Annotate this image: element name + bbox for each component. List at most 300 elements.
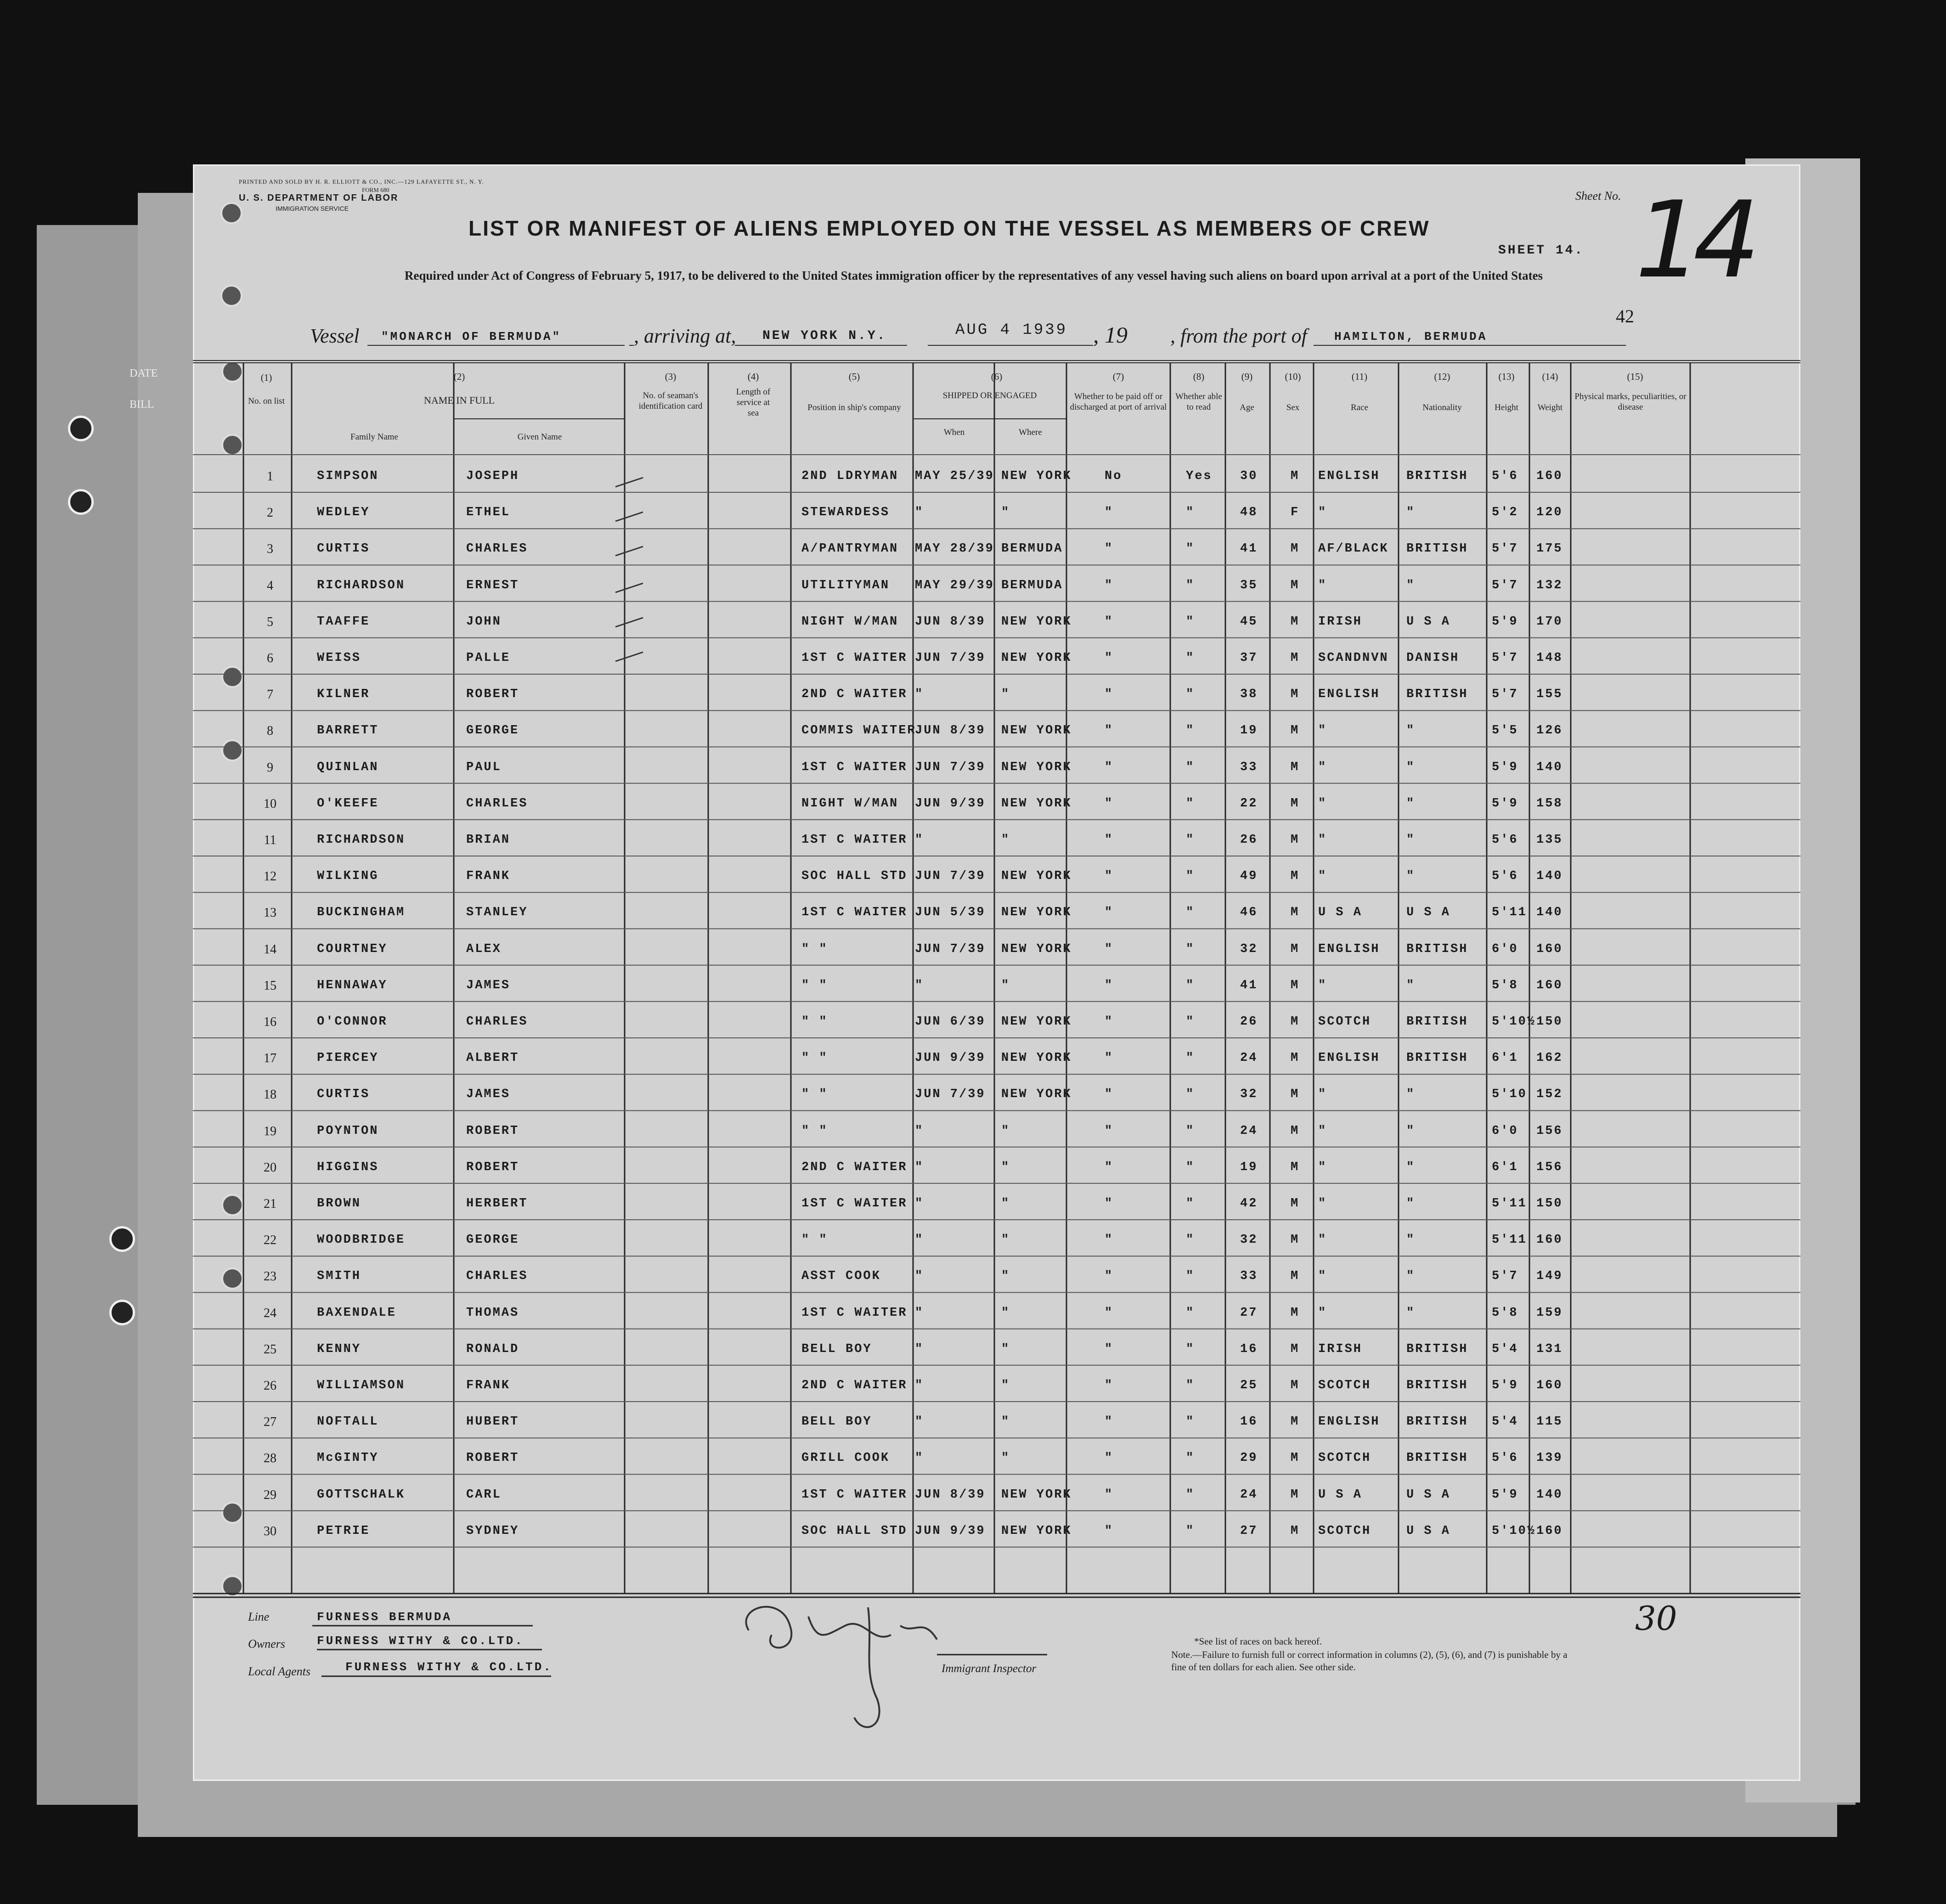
paid-off-cell: " xyxy=(1105,651,1114,665)
race-cell: U S A xyxy=(1318,906,1363,920)
table-row xyxy=(0,1515,1946,1552)
weight-cell: 140 xyxy=(1536,906,1563,920)
table-row xyxy=(0,933,1946,970)
table-row xyxy=(0,1333,1946,1370)
given-name-cell: CHARLES xyxy=(466,796,528,811)
row-number: 25 xyxy=(264,1342,276,1357)
paid-off-cell: " xyxy=(1105,1124,1114,1138)
race-cell: SCOTCH xyxy=(1318,1015,1371,1029)
position-cell: BELL BOY xyxy=(801,1415,872,1429)
paid-off-cell: " xyxy=(1105,724,1114,738)
shipped-when-cell: JUN 7/39 xyxy=(915,1087,986,1102)
race-cell: " xyxy=(1318,1197,1327,1211)
given-name-cell: GEORGE xyxy=(466,724,519,738)
race-cell: SCOTCH xyxy=(1318,1451,1371,1465)
shipped-when-cell: JUN 7/39 xyxy=(915,942,986,956)
given-name-cell: ROBERT xyxy=(466,687,519,702)
race-cell: " xyxy=(1318,506,1327,520)
able-to-read-cell: " xyxy=(1186,1197,1195,1211)
col-13-header: Height xyxy=(1495,403,1518,412)
age-cell: 33 xyxy=(1240,760,1258,774)
family-name-cell: QUINLAN xyxy=(317,760,379,774)
shipped-when-cell: " xyxy=(915,833,924,847)
height-cell: 5'6 xyxy=(1492,833,1518,847)
shipped-when-cell: JUN 8/39 xyxy=(915,614,986,629)
col-5-number: (5) xyxy=(848,371,860,382)
height-cell: 5'5 xyxy=(1492,724,1518,738)
sex-cell: M xyxy=(1291,1015,1300,1029)
able-to-read-cell: " xyxy=(1186,1451,1195,1465)
family-name-cell: O'CONNOR xyxy=(317,1015,388,1029)
row-number: 28 xyxy=(264,1451,276,1466)
table-row xyxy=(0,1006,1946,1042)
weight-cell: 170 xyxy=(1536,614,1563,629)
able-to-read-cell: " xyxy=(1186,1524,1195,1538)
paid-off-cell: " xyxy=(1105,1415,1114,1429)
col-14-header: Weight xyxy=(1537,403,1563,412)
given-name-cell: CHARLES xyxy=(466,1015,528,1029)
position-cell: NIGHT W/MAN xyxy=(801,614,899,629)
row-number: 18 xyxy=(264,1087,276,1102)
age-cell: 32 xyxy=(1240,1087,1258,1102)
service-label: IMMIGRATION SERVICE xyxy=(276,205,349,212)
given-name-cell: CHARLES xyxy=(466,1269,528,1284)
position-cell: 1ST C WAITER xyxy=(801,1306,908,1320)
age-cell: 25 xyxy=(1240,1379,1258,1392)
position-cell: " " xyxy=(801,978,828,992)
vessel-name: "MONARCH OF BERMUDA" xyxy=(381,330,562,344)
given-name-cell: PAUL xyxy=(466,760,502,774)
table-row xyxy=(0,642,1946,679)
family-name-cell: KILNER xyxy=(317,687,370,702)
arrival-port: NEW YORK N.Y. xyxy=(762,329,887,343)
height-cell: 5'9 xyxy=(1492,614,1518,629)
able-to-read-cell: " xyxy=(1186,578,1195,592)
table-row xyxy=(0,606,1946,642)
shipped-when-cell: JUN 8/39 xyxy=(915,1487,986,1502)
family-name-cell: BROWN xyxy=(317,1197,361,1211)
row-number: 1 xyxy=(267,469,273,484)
age-cell: 38 xyxy=(1240,687,1258,702)
position-cell: 1ST C WAITER xyxy=(801,760,908,774)
shipped-where-cell: " xyxy=(1001,1197,1010,1211)
weight-cell: 135 xyxy=(1536,833,1563,847)
sex-cell: M xyxy=(1291,978,1300,992)
row-number: 24 xyxy=(264,1306,276,1320)
col-10-number: (10) xyxy=(1285,371,1301,382)
family-name-cell: McGINTY xyxy=(317,1451,379,1465)
col-6-header: SHIPPED OR ENGAGED xyxy=(942,391,1037,400)
height-cell: 6'0 xyxy=(1492,1124,1518,1138)
given-name-cell: ERNEST xyxy=(466,578,519,592)
nationality-cell: BRITISH xyxy=(1406,1015,1468,1029)
family-name-cell: PETRIE xyxy=(317,1524,370,1538)
given-name-cell: PALLE xyxy=(466,651,511,665)
given-name-cell: THOMAS xyxy=(466,1306,519,1320)
paid-off-cell: " xyxy=(1105,869,1114,884)
height-cell: 5'7 xyxy=(1492,542,1518,556)
able-to-read-cell: " xyxy=(1186,942,1195,956)
nationality-cell: " xyxy=(1406,833,1416,847)
given-name-cell: GEORGE xyxy=(466,1233,519,1247)
sex-cell: M xyxy=(1291,1233,1300,1247)
table-row xyxy=(0,1078,1946,1115)
race-cell: IRISH xyxy=(1318,614,1363,629)
sex-cell: M xyxy=(1291,651,1300,665)
race-cell: " xyxy=(1318,724,1327,738)
row-number: 14 xyxy=(264,942,276,957)
paid-off-cell: " xyxy=(1105,1160,1114,1174)
shipped-where-cell: NEW YORK xyxy=(1001,1015,1072,1029)
given-name-cell: ROBERT xyxy=(466,1124,519,1138)
paid-off-cell: " xyxy=(1105,760,1114,774)
arriving-label: , arriving at, xyxy=(634,325,736,347)
weight-cell: 120 xyxy=(1536,506,1563,520)
race-cell: ENGLISH xyxy=(1318,1415,1380,1429)
sex-cell: M xyxy=(1291,869,1300,884)
col-2-number: (2) xyxy=(453,371,465,382)
shipped-when-cell: " xyxy=(915,1451,924,1465)
shipped-where-cell: " xyxy=(1001,1269,1010,1284)
family-name-cell: BAXENDALE xyxy=(317,1306,396,1320)
page-title: LIST OR MANIFEST OF ALIENS EMPLOYED ON THE VESSEL AS MEMBERS OF CREW xyxy=(468,216,1430,240)
able-to-read-cell: " xyxy=(1186,542,1195,556)
paid-off-cell: " xyxy=(1105,1269,1114,1284)
shipped-when-cell: JUN 9/39 xyxy=(915,1051,986,1065)
able-to-read-cell: " xyxy=(1186,1415,1195,1429)
col-15-header: Physical marks, peculiarities, or disease xyxy=(1574,392,1687,412)
weight-cell: 156 xyxy=(1536,1124,1563,1138)
sex-cell: M xyxy=(1291,1160,1300,1174)
paid-off-cell: " xyxy=(1105,1087,1114,1102)
family-name-cell: TAAFFE xyxy=(317,614,370,629)
able-to-read-cell: " xyxy=(1186,1233,1195,1247)
table-row xyxy=(0,569,1946,606)
col-2-given-header: Given Name xyxy=(517,432,562,442)
height-cell: 5'9 xyxy=(1492,796,1518,811)
race-cell: " xyxy=(1318,869,1327,884)
local-agents-label: Local Agents xyxy=(248,1665,311,1678)
race-cell: " xyxy=(1318,1160,1327,1174)
weight-cell: 115 xyxy=(1536,1415,1563,1429)
nationality-cell: " xyxy=(1406,760,1416,774)
shipped-where-cell: " xyxy=(1001,687,1010,702)
able-to-read-cell: " xyxy=(1186,1306,1195,1320)
age-cell: 19 xyxy=(1240,724,1258,738)
paid-off-cell: " xyxy=(1105,1487,1114,1502)
height-cell: 6'0 xyxy=(1492,942,1518,956)
table-row xyxy=(0,715,1946,751)
position-cell: 2ND C WAITER xyxy=(801,1160,908,1174)
row-number: 15 xyxy=(264,978,276,993)
arrival-date: AUG 4 1939 xyxy=(955,321,1068,339)
given-name-cell: ROBERT xyxy=(466,1451,519,1465)
able-to-read-cell: " xyxy=(1186,687,1195,702)
paid-off-cell: " xyxy=(1105,1015,1114,1029)
nationality-cell: BRITISH xyxy=(1406,1451,1468,1465)
family-name-cell: SIMPSON xyxy=(317,469,379,483)
position-cell: BELL BOY xyxy=(801,1342,872,1356)
sex-cell: M xyxy=(1291,578,1300,592)
age-cell: 24 xyxy=(1240,1487,1258,1502)
race-cell: " xyxy=(1318,760,1327,774)
shipped-where-cell: NEW YORK xyxy=(1001,1524,1072,1538)
paid-off-cell: " xyxy=(1105,978,1114,992)
given-name-cell: JOHN xyxy=(466,614,502,629)
local-agents-value: FURNESS WITHY & CO.LTD. xyxy=(345,1660,553,1674)
age-cell: 30 xyxy=(1240,469,1258,483)
shipped-where-cell: NEW YORK xyxy=(1001,760,1072,774)
shipped-where-cell: NEW YORK xyxy=(1001,942,1072,956)
weight-cell: 140 xyxy=(1536,760,1563,774)
family-name-cell: KENNY xyxy=(317,1342,361,1356)
height-cell: 5'8 xyxy=(1492,978,1518,992)
col-7-header: Whether to be paid off or discharged at port of arrival xyxy=(1070,392,1167,412)
paid-off-cell: " xyxy=(1105,1379,1114,1392)
weight-cell: 126 xyxy=(1536,724,1563,738)
position-cell: 2ND LDRYMAN xyxy=(801,469,899,483)
able-to-read-cell: " xyxy=(1186,833,1195,847)
position-cell: 1ST C WAITER xyxy=(801,651,908,665)
given-name-cell: CARL xyxy=(466,1487,502,1502)
col-6-when-header: When xyxy=(943,428,965,437)
age-cell: 33 xyxy=(1240,1269,1258,1284)
row-number: 26 xyxy=(264,1379,276,1393)
sheet-no-label: Sheet No. xyxy=(1575,189,1621,203)
table-row xyxy=(0,860,1946,897)
shipped-where-cell: " xyxy=(1001,1451,1010,1465)
shipped-when-cell: " xyxy=(915,1306,924,1320)
height-cell: 5'11 xyxy=(1492,906,1527,920)
year-label: , 19 xyxy=(1093,322,1128,348)
height-cell: 5'4 xyxy=(1492,1342,1518,1356)
table-row xyxy=(0,1042,1946,1079)
height-cell: 5'8 xyxy=(1492,1306,1518,1320)
col-11-number: (11) xyxy=(1351,371,1368,382)
race-cell: " xyxy=(1318,978,1327,992)
sex-cell: M xyxy=(1291,1087,1300,1102)
sex-cell: M xyxy=(1291,542,1300,556)
shipped-when-cell: " xyxy=(915,978,924,992)
table-row xyxy=(0,1442,1946,1479)
position-cell: NIGHT W/MAN xyxy=(801,796,899,811)
age-cell: 24 xyxy=(1240,1051,1258,1065)
table-row xyxy=(0,969,1946,1006)
given-name-cell: FRANK xyxy=(466,1379,511,1392)
nationality-cell: " xyxy=(1406,978,1416,992)
col-3-header: No. of seaman's identification card xyxy=(638,391,703,411)
age-cell: 27 xyxy=(1240,1524,1258,1538)
corner-number: 42 xyxy=(1616,306,1634,327)
family-name-cell: RICHARDSON xyxy=(317,833,406,847)
sex-cell: M xyxy=(1291,833,1300,847)
shipped-when-cell: " xyxy=(915,1379,924,1392)
position-cell: GRILL COOK xyxy=(801,1451,890,1465)
handwritten-sheet-number: 14 xyxy=(1635,179,1751,302)
col-9-number: (9) xyxy=(1241,371,1253,382)
family-name-cell: BARRETT xyxy=(317,724,379,738)
shipped-where-cell: NEW YORK xyxy=(1001,796,1072,811)
height-cell: 6'1 xyxy=(1492,1051,1518,1065)
shipped-where-cell: BERMUDA xyxy=(1001,542,1063,556)
from-port-label: , from the port of xyxy=(1170,325,1307,347)
races-note: *See list of races on back hereof. xyxy=(1194,1636,1322,1647)
table-row xyxy=(0,1297,1946,1334)
nationality-cell: BRITISH xyxy=(1406,1342,1468,1356)
nationality-cell: U S A xyxy=(1406,1524,1451,1538)
age-cell: 32 xyxy=(1240,1233,1258,1247)
paid-off-cell: " xyxy=(1105,942,1114,956)
family-name-cell: WOODBRIDGE xyxy=(317,1233,406,1247)
col-4-number: (4) xyxy=(747,371,759,382)
height-cell: 5'7 xyxy=(1492,651,1518,665)
race-cell: " xyxy=(1318,1124,1327,1138)
given-name-cell: STANLEY xyxy=(466,906,528,920)
shipped-where-cell: NEW YORK xyxy=(1001,1487,1072,1502)
col-13-number: (13) xyxy=(1498,371,1515,382)
race-cell: " xyxy=(1318,833,1327,847)
paid-off-cell: " xyxy=(1105,542,1114,556)
position-cell: UTILITYMAN xyxy=(801,578,890,592)
form-number: FORM 680 xyxy=(362,186,389,193)
able-to-read-cell: " xyxy=(1186,1124,1195,1138)
row-number: 3 xyxy=(267,542,273,557)
family-name-cell: WILLIAMSON xyxy=(317,1379,406,1392)
position-cell: " " xyxy=(801,1051,828,1065)
col-5-header: Position in ship's company xyxy=(807,403,901,412)
race-cell: ENGLISH xyxy=(1318,687,1380,702)
able-to-read-cell: Yes xyxy=(1186,469,1213,483)
row-number: 2 xyxy=(267,506,273,520)
sex-cell: M xyxy=(1291,1415,1300,1429)
paid-off-cell: " xyxy=(1105,1451,1114,1465)
sex-cell: M xyxy=(1291,1487,1300,1502)
shipped-when-cell: JUN 7/39 xyxy=(915,869,986,884)
shipped-where-cell: NEW YORK xyxy=(1001,724,1072,738)
shipped-when-cell: " xyxy=(915,1342,924,1356)
able-to-read-cell: " xyxy=(1186,1160,1195,1174)
department-label: U. S. DEPARTMENT OF LABOR xyxy=(239,193,399,203)
shipped-where-cell: " xyxy=(1001,506,1010,520)
paid-off-cell: " xyxy=(1105,1233,1114,1247)
nationality-cell: " xyxy=(1406,724,1416,738)
height-cell: 5'7 xyxy=(1492,578,1518,592)
paid-off-cell: " xyxy=(1105,1051,1114,1065)
sex-cell: M xyxy=(1291,1124,1300,1138)
height-cell: 5'7 xyxy=(1492,1269,1518,1284)
weight-cell: 152 xyxy=(1536,1087,1563,1102)
row-number: 4 xyxy=(267,578,273,593)
family-name-cell: NOFTALL xyxy=(317,1415,379,1429)
row-number: 19 xyxy=(264,1124,276,1138)
col-1-header: No. on list xyxy=(248,396,285,406)
printer-imprint: PRINTED AND SOLD BY H. R. ELLIOTT & CO., INC.—129 LAFAYETTE ST., N. Y. xyxy=(239,178,484,185)
line-label: Line xyxy=(248,1610,270,1623)
sex-cell: M xyxy=(1291,1197,1300,1211)
height-cell: 5'2 xyxy=(1492,506,1518,520)
weight-cell: 150 xyxy=(1536,1197,1563,1211)
nationality-cell: BRITISH xyxy=(1406,1379,1468,1392)
nationality-cell: " xyxy=(1406,1160,1416,1174)
row-number: 27 xyxy=(264,1415,276,1430)
owners-value: FURNESS WITHY & CO.LTD. xyxy=(317,1634,524,1648)
position-cell: 1ST C WAITER xyxy=(801,1197,908,1211)
line-value: FURNESS BERMUDA xyxy=(317,1610,452,1624)
row-number: 9 xyxy=(267,760,273,775)
able-to-read-cell: " xyxy=(1186,506,1195,520)
position-cell: 2ND C WAITER xyxy=(801,687,908,702)
sex-cell: M xyxy=(1291,760,1300,774)
shipped-where-cell: " xyxy=(1001,1415,1010,1429)
shipped-where-cell: " xyxy=(1001,1160,1010,1174)
paid-off-cell: " xyxy=(1105,1197,1114,1211)
age-cell: 16 xyxy=(1240,1415,1258,1429)
col-4-header: Length of service at sea xyxy=(736,387,771,418)
able-to-read-cell: " xyxy=(1186,1051,1195,1065)
height-cell: 5'4 xyxy=(1492,1415,1518,1429)
shipped-when-cell: JUN 9/39 xyxy=(915,1524,986,1538)
able-to-read-cell: " xyxy=(1186,614,1195,629)
typed-sheet-number: SHEET 14. xyxy=(1498,243,1585,258)
height-cell: 5'6 xyxy=(1492,1451,1518,1465)
weight-cell: 160 xyxy=(1536,1379,1563,1392)
age-cell: 29 xyxy=(1240,1451,1258,1465)
table-row xyxy=(0,460,1946,497)
age-cell: 41 xyxy=(1240,542,1258,556)
age-cell: 32 xyxy=(1240,942,1258,956)
race-cell: " xyxy=(1318,578,1327,592)
given-name-cell: FRANK xyxy=(466,869,511,884)
shipped-when-cell: " xyxy=(915,506,924,520)
able-to-read-cell: " xyxy=(1186,978,1195,992)
family-name-cell: WEISS xyxy=(317,651,361,665)
sex-cell: M xyxy=(1291,1051,1300,1065)
family-name-cell: O'KEEFE xyxy=(317,796,379,811)
race-cell: " xyxy=(1318,796,1327,811)
row-number: 8 xyxy=(267,724,273,738)
weight-cell: 132 xyxy=(1536,578,1563,592)
shipped-where-cell: " xyxy=(1001,1379,1010,1392)
sex-cell: F xyxy=(1291,506,1300,520)
able-to-read-cell: " xyxy=(1186,651,1195,665)
family-name-cell: HIGGINS xyxy=(317,1160,379,1174)
shipped-when-cell: " xyxy=(915,687,924,702)
sex-cell: M xyxy=(1291,469,1300,483)
able-to-read-cell: " xyxy=(1186,1379,1195,1392)
nationality-cell: BRITISH xyxy=(1406,1051,1468,1065)
able-to-read-cell: " xyxy=(1186,724,1195,738)
shipped-when-cell: JUN 5/39 xyxy=(915,906,986,920)
sex-cell: M xyxy=(1291,614,1300,629)
family-name-cell: HENNAWAY xyxy=(317,978,388,992)
shipped-when-cell: MAY 25/39 xyxy=(915,469,994,483)
height-cell: 5'11 xyxy=(1492,1197,1527,1211)
given-name-cell: ALEX xyxy=(466,942,502,956)
sex-cell: M xyxy=(1291,1451,1300,1465)
weight-cell: 150 xyxy=(1536,1015,1563,1029)
col-10-header: Sex xyxy=(1286,403,1300,412)
row-number: 30 xyxy=(264,1524,276,1538)
given-name-cell: BRIAN xyxy=(466,833,511,847)
paid-off-cell: " xyxy=(1105,1342,1114,1356)
paid-off-cell: " xyxy=(1105,833,1114,847)
weight-cell: 155 xyxy=(1536,687,1563,702)
weight-cell: 160 xyxy=(1536,1233,1563,1247)
shipped-where-cell: " xyxy=(1001,1124,1010,1138)
shipped-when-cell: " xyxy=(915,1197,924,1211)
row-number: 21 xyxy=(264,1197,276,1211)
col-15-number: (15) xyxy=(1627,371,1643,382)
